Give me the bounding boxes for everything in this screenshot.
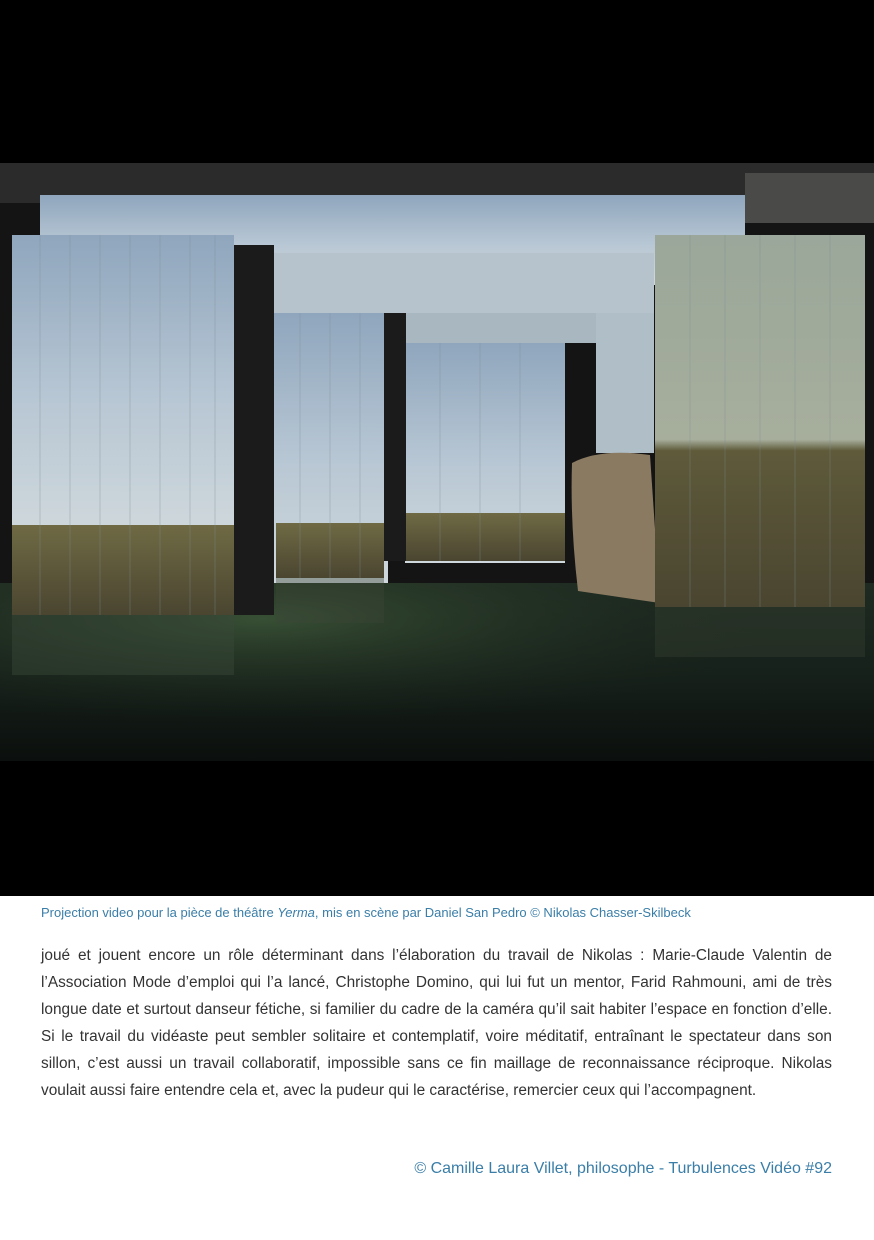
stage-photo [0,163,874,761]
caption-prefix: Projection video pour la pièce de théâtre [41,905,278,920]
photo-caption [41,905,841,920]
stage-photo-illustration [0,163,874,761]
caption-suffix: , mis en scène par Daniel San Pedro © Nikolas Chasser-Skilbeck [314,905,691,920]
author-signature: © Camille Laura Villet, philosophe - Turbulences Vidéo #92 [414,1160,832,1177]
body-paragraph: joué et jouent encore un rôle déterminant dans l’élaboration du travail de Nikolas : Marie-Claude Valentin de l’Association Mode d’emploi qui l’a lancé, Christophe Domino, qui lui fut un mentor, Farid Rahmouni, ami de très longue date et surtout danseur fétiche, si familier du cadre de la caméra qu’il sait habiter l’espace en fonction d’elle. Si le travail du vidéaste peut sembler solitaire et contemplatif, voire méditatif, entraînant le spectateur dans son sillon, c’est aussi un travail collaboratif, impossible sans ce fin maillage de reconnaissance réciproque. Nikolas voulait aussi faire entendre cela et, avec la pudeur qui le caractérise, remercier ceux qui l’accompagnent. [41,947,832,1099]
caption-title: Yerma [277,905,315,920]
